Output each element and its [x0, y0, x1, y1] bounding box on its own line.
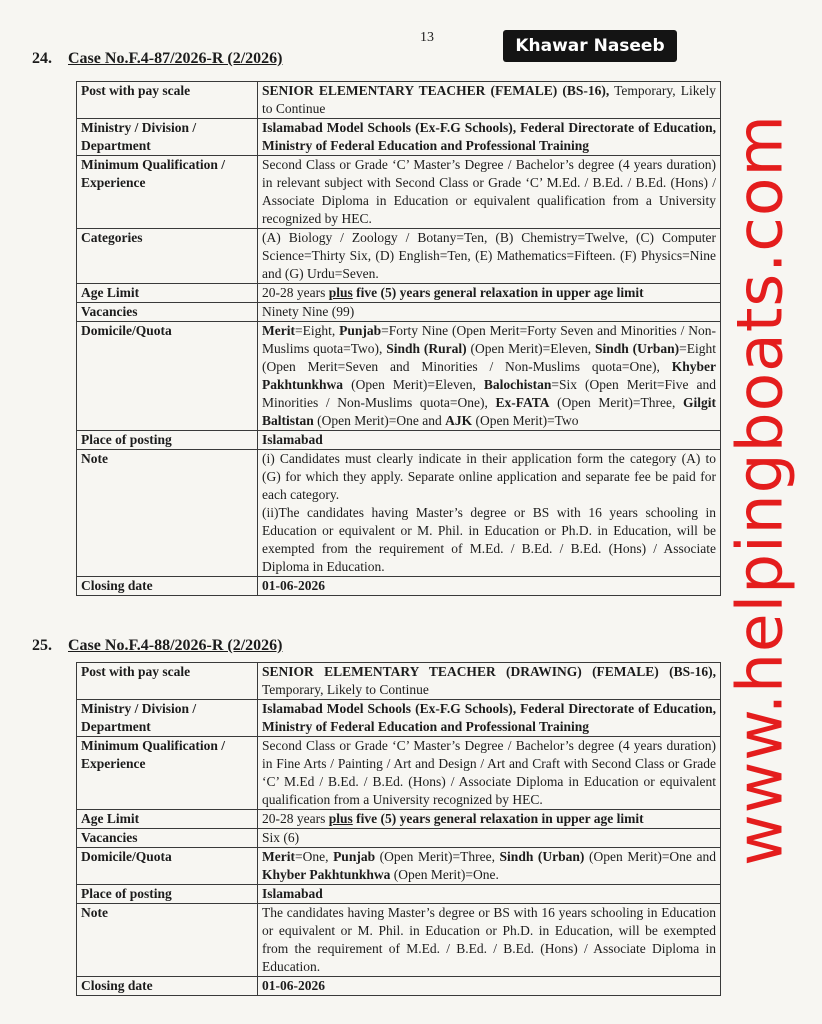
- case-title: Case No.F.4-87/2026-R (2/2026): [68, 50, 283, 67]
- value-text: Sindh (Urban): [594, 341, 680, 356]
- value-text: five (5) years general relaxation in upper age limit: [352, 285, 644, 300]
- case-table: [76, 81, 721, 596]
- value-text: Sindh (Rural): [386, 341, 467, 356]
- table-row: [77, 700, 721, 737]
- field-value: [258, 885, 721, 904]
- value-text: =Eight (Open Merit=Seven and Minorities / Non-Muslims quota=One),: [262, 341, 716, 374]
- value-text: Islamabad: [262, 432, 323, 447]
- field-label: Domicile/Quota: [77, 848, 258, 885]
- table-row: [77, 810, 721, 829]
- table-row: [77, 303, 721, 322]
- field-value: [258, 284, 721, 303]
- value-text: Ex-FATA: [495, 395, 550, 410]
- field-value: [258, 977, 721, 996]
- note-paragraph: (ii)The candidates having Master’s degree or BS with 16 years schooling in Education or equivalent or M. Phil. in Education or Ph.D. in Education, will be exempted from the requirement of M.Ed. / B.Ed. / B.Ed. (Hons) / Associate Diploma in Education.: [262, 505, 716, 574]
- field-label: Ministry / Division / Department: [77, 700, 258, 737]
- value-text: SENIOR ELEMENTARY TEACHER (DRAWING) (FEMALE) (BS-16),: [262, 664, 716, 679]
- case-number: 25.: [32, 637, 52, 654]
- value-text: =Eight,: [294, 323, 340, 338]
- value-text: Sindh (Urban): [499, 849, 585, 864]
- field-value: [258, 904, 721, 977]
- value-text: Islamabad Model Schools (Ex-F.G Schools), Federal Directorate of Education, Ministry of Federal Education and Professional Training: [262, 120, 716, 153]
- table-row: [77, 977, 721, 996]
- table-row: [77, 82, 721, 119]
- field-label: Place of posting: [77, 885, 258, 904]
- value-text: Gilgit Baltistan: [262, 395, 716, 428]
- field-label: Closing date: [77, 977, 258, 996]
- field-value: [258, 156, 721, 229]
- value-text: (Open Merit)=Eleven,: [466, 341, 595, 356]
- field-value: [258, 229, 721, 284]
- value-text: Islamabad: [262, 886, 323, 901]
- value-text: =One,: [294, 849, 334, 864]
- table-row: [77, 663, 721, 700]
- field-label: Minimum Qualification / Experience: [77, 737, 258, 810]
- field-label: Age Limit: [77, 810, 258, 829]
- field-value: [258, 303, 721, 322]
- table-row: [77, 829, 721, 848]
- value-text: 20-28 years: [262, 811, 329, 826]
- case-title: Case No.F.4-88/2026-R (2/2026): [68, 637, 283, 654]
- value-text: Balochistan: [483, 377, 552, 392]
- case-table: [76, 662, 721, 996]
- value-text: Second Class or Grade ‘C’ Master’s Degree / Bachelor’s degree (4 years duration) in relevant subject with Second Class or Grade ‘C’ M.Ed. / B.Ed. / B.Ed. (Hons) / Associate Diploma in Education or equivalent qualification from a University recognized by HEC.: [262, 157, 716, 226]
- website-watermark: www.helpingboats.com: [723, 114, 797, 866]
- value-text: 01-06-2026: [262, 978, 325, 993]
- table-row: [77, 904, 721, 977]
- field-value: [258, 829, 721, 848]
- field-label: Ministry / Division / Department: [77, 119, 258, 156]
- table-row: [77, 322, 721, 431]
- value-text: Ninety Nine (99): [262, 304, 355, 319]
- field-value: [258, 119, 721, 156]
- field-label: Closing date: [77, 577, 258, 596]
- field-label: Post with pay scale: [77, 82, 258, 119]
- value-text: Temporary, Likely to Continue: [262, 83, 717, 116]
- field-value: [258, 737, 721, 810]
- value-text: Six (6): [262, 830, 300, 845]
- table-row: [77, 737, 721, 810]
- value-text: plus: [328, 285, 353, 300]
- table-row: [77, 577, 721, 596]
- table-row: [77, 284, 721, 303]
- note-paragraph: (i) Candidates must clearly indicate in their application form the category (A) to (G) for which they apply. Separate online application and separate fee be paid for each category.: [262, 451, 716, 502]
- value-text: Temporary, Likely to Continue: [262, 682, 429, 697]
- table-row: [77, 119, 721, 156]
- table-row: [77, 848, 721, 885]
- field-label: Age Limit: [77, 284, 258, 303]
- value-text: (Open Merit)=One and: [584, 849, 716, 864]
- field-value: [258, 577, 721, 596]
- value-text: (Open Merit)=Two: [472, 413, 579, 428]
- value-text: Second Class or Grade ‘C’ Master’s Degree / Bachelor’s degree (4 years duration) in Fine Arts / Painting / Art and Design / Art and Craft with Second Class or Grade ‘C’ M.Ed / B.Ed. / B.Ed. (Hons) / Associate Diploma in Education or equivalent qualification from a University recognized by HEC.: [262, 738, 716, 807]
- value-text: (A) Biology / Zoology / Botany=Ten, (B) Chemistry=Twelve, (C) Computer Science=Thirty Six, (D) English=Ten, (E) Mathematics=Fifteen. (F) Physics=Nine and (G) Urdu=Seven.: [262, 230, 716, 281]
- field-label: Vacancies: [77, 303, 258, 322]
- value-text: Khyber Pakhtunkhwa: [262, 359, 716, 392]
- value-text: plus: [328, 811, 353, 826]
- field-label: Domicile/Quota: [77, 322, 258, 431]
- value-text: Punjab: [339, 323, 382, 338]
- table-row: [77, 229, 721, 284]
- value-text: (Open Merit)=Three,: [549, 395, 683, 410]
- table-row: [77, 885, 721, 904]
- field-label: Place of posting: [77, 431, 258, 450]
- field-value: [258, 810, 721, 829]
- value-text: The candidates having Master’s degree or BS with 16 years schooling in Education or equivalent or M. Phil. in Education or Ph.D. in Education, will be exempted from the requirement of M.Ed. / B.Ed. / B.Ed. (Hons) / Associate Diploma in Education.: [262, 905, 716, 974]
- value-text: (Open Merit)=Eleven,: [343, 377, 484, 392]
- field-value: [258, 700, 721, 737]
- table-row: [77, 450, 721, 577]
- author-badge: Khawar Naseeb: [503, 30, 677, 62]
- value-text: AJK: [445, 413, 473, 428]
- field-value: [258, 322, 721, 431]
- value-text: (Open Merit)=Three,: [375, 849, 500, 864]
- value-text: (Open Merit)=One.: [390, 867, 499, 882]
- value-text: Punjab: [333, 849, 376, 864]
- value-text: 20-28 years: [262, 285, 329, 300]
- value-text: Khyber Pakhtunkhwa: [262, 867, 391, 882]
- page-number: 13: [420, 30, 434, 45]
- field-value: [258, 848, 721, 885]
- value-text: Islamabad Model Schools (Ex-F.G Schools), Federal Directorate of Education, Ministry of Federal Education and Professional Training: [262, 701, 716, 734]
- field-value: [258, 82, 721, 119]
- field-label: Post with pay scale: [77, 663, 258, 700]
- field-value: [258, 431, 721, 450]
- field-label: Note: [77, 904, 258, 977]
- table-row: [77, 156, 721, 229]
- case-number: 24.: [32, 50, 52, 67]
- value-text: =Six (Open Merit=Five and Minorities / Non-Muslims quota=One),: [262, 377, 716, 410]
- field-label: Vacancies: [77, 829, 258, 848]
- value-text: Merit: [262, 849, 295, 864]
- field-label: Minimum Qualification / Experience: [77, 156, 258, 229]
- value-text: five (5) years general relaxation in upper age limit: [352, 811, 644, 826]
- value-text: SENIOR ELEMENTARY TEACHER (FEMALE) (BS-16),: [262, 83, 610, 98]
- table-row: [77, 431, 721, 450]
- field-label: Note: [77, 450, 258, 577]
- value-text: 01-06-2026: [262, 578, 325, 593]
- value-text: (Open Merit)=One and: [313, 413, 446, 428]
- value-text: Merit: [262, 323, 295, 338]
- field-value: [258, 450, 721, 577]
- field-label: Categories: [77, 229, 258, 284]
- value-text: =Forty Nine (Open Merit=Forty Seven and Minorities / Non-Muslims quota=Two),: [262, 323, 716, 356]
- field-value: [258, 663, 721, 700]
